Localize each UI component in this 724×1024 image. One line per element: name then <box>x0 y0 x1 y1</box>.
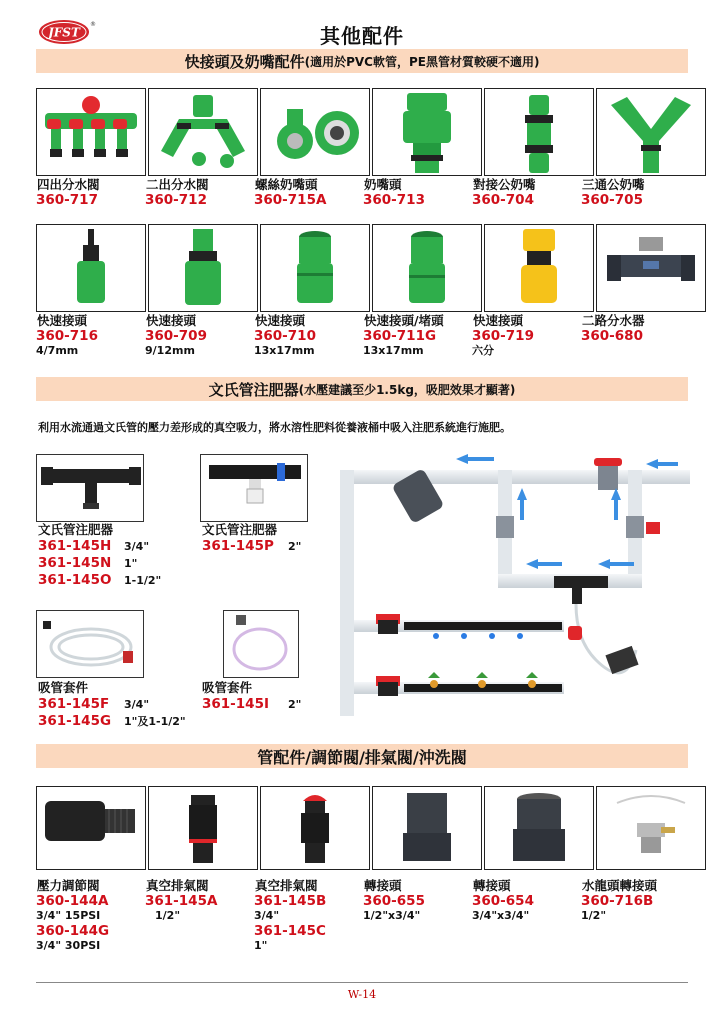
section3-captions <box>36 878 688 953</box>
product-image-thread-nipple <box>260 88 370 176</box>
caption-360-704: 對接公奶嘴 360-704 <box>472 177 536 208</box>
caption-360-144A: 壓力調節閥 360-144A 3/4" 15PSI 360-144G 3/4" 30PSI <box>36 878 110 952</box>
product-image-two-way-splitter <box>596 224 706 312</box>
suction-a-label: 吸管套件 361-145F 3/4" 361-145G 1"及1-1/2" <box>38 680 186 729</box>
venturi-installation-diagram <box>336 440 690 720</box>
caption-360-716: 快速接頭 360-716 4/7mm <box>36 313 98 357</box>
section1-row2-captions <box>36 313 688 358</box>
caption-360-654: 轉接頭 360-654 3/4"x3/4" <box>472 878 534 922</box>
product-image-suction-kit-b <box>223 610 299 678</box>
caption-360-680: 二路分水器 360-680 <box>581 313 645 344</box>
caption-361-145A: 真空排氣閥 361-145A 1/2" <box>145 878 218 922</box>
product-image-quick-connector-plug <box>372 224 482 312</box>
product-image-nipple-head <box>372 88 482 176</box>
product-image-y-connector <box>596 88 706 176</box>
section1-banner <box>36 49 688 73</box>
svg-text:®: ® <box>90 21 96 28</box>
section1-note: (適用於PVC軟管，PE黑管材質較硬不適用) <box>304 54 540 69</box>
product-image-pressure-regulator <box>36 786 146 870</box>
section2-banner <box>36 377 688 401</box>
suction-b-label: 吸管套件 361-145I 2" <box>202 680 302 712</box>
product-image-venturi-blue <box>200 454 308 522</box>
section2-note: (水壓建議至少1.5kg，吸肥效果才顯著) <box>298 382 516 397</box>
caption-360-710: 快速接頭 360-710 13x17mm <box>254 313 316 357</box>
venturi-b-label: 文氏管注肥器 361-145P 2" <box>202 522 302 554</box>
page-title: 其他配件 <box>320 24 404 48</box>
caption-360-719: 快速接頭 360-719 六分 <box>472 313 534 357</box>
section3-title: 管配件/調節閥/排氣閥/沖洗閥 <box>257 747 467 767</box>
page-number: W-14 <box>347 988 377 1001</box>
caption-360-713: 奶嘴頭 360-713 <box>363 177 425 208</box>
caption-361-145B: 真空排氣閥 361-145B 3/4" 361-145C 1" <box>254 878 327 952</box>
venturi-a-label: 文氏管注肥器 361-145H 3/4" 361-145N 1" 361-145O 1-1/2" <box>38 522 162 588</box>
caption-360-711G: 快速接頭/堵頭 360-711G 13x17mm <box>363 313 444 357</box>
product-image-vacuum-valve-b <box>260 786 370 870</box>
product-image-vacuum-valve-a <box>148 786 258 870</box>
product-image-suction-kit-a <box>36 610 144 678</box>
logo-text: JFST <box>48 25 80 40</box>
product-image-faucet-adapter <box>596 786 706 870</box>
section1-row2-images <box>36 224 688 312</box>
section1-row1-images <box>36 88 688 176</box>
caption-360-705: 三通公奶嘴 360-705 <box>581 177 645 208</box>
caption-360-715A: 螺絲奶嘴頭 360-715A <box>254 177 327 208</box>
product-image-venturi-black <box>36 454 144 522</box>
caption-360-712: 二出分水閥 360-712 <box>145 177 209 208</box>
product-image-adapter-655 <box>372 786 482 870</box>
caption-360-709: 快速接頭 360-709 9/12mm <box>145 313 207 357</box>
caption-360-655: 轉接頭 360-655 1/2"x3/4" <box>363 878 425 922</box>
product-image-four-way-valve <box>36 88 146 176</box>
section2-title: 文氏管注肥器 <box>208 380 299 399</box>
product-image-adapter-654 <box>484 786 594 870</box>
section3-banner <box>36 744 688 768</box>
product-image-male-connector <box>484 88 594 176</box>
footer-divider <box>36 982 688 983</box>
product-image-quick-connector-4-7 <box>36 224 146 312</box>
caption-360-716B: 水龍頭轉接頭 360-716B 1/2" <box>581 878 658 922</box>
product-image-quick-connector-9-12 <box>148 224 258 312</box>
section2-description: 利用水流通過文氏管的壓力差形成的真空吸力，將水溶性肥料從養液桶中吸入注肥系統進行施肥。 <box>38 421 511 434</box>
caption-360-717: 四出分水閥 360-717 <box>36 177 100 208</box>
section1-row1-captions <box>36 177 688 208</box>
section3-images <box>36 786 688 870</box>
product-image-two-way-valve <box>148 88 258 176</box>
section1-title: 快接頭及奶嘴配件 <box>184 52 305 71</box>
product-image-quick-connector-13-17 <box>260 224 370 312</box>
product-image-quick-connector-yellow <box>484 224 594 312</box>
